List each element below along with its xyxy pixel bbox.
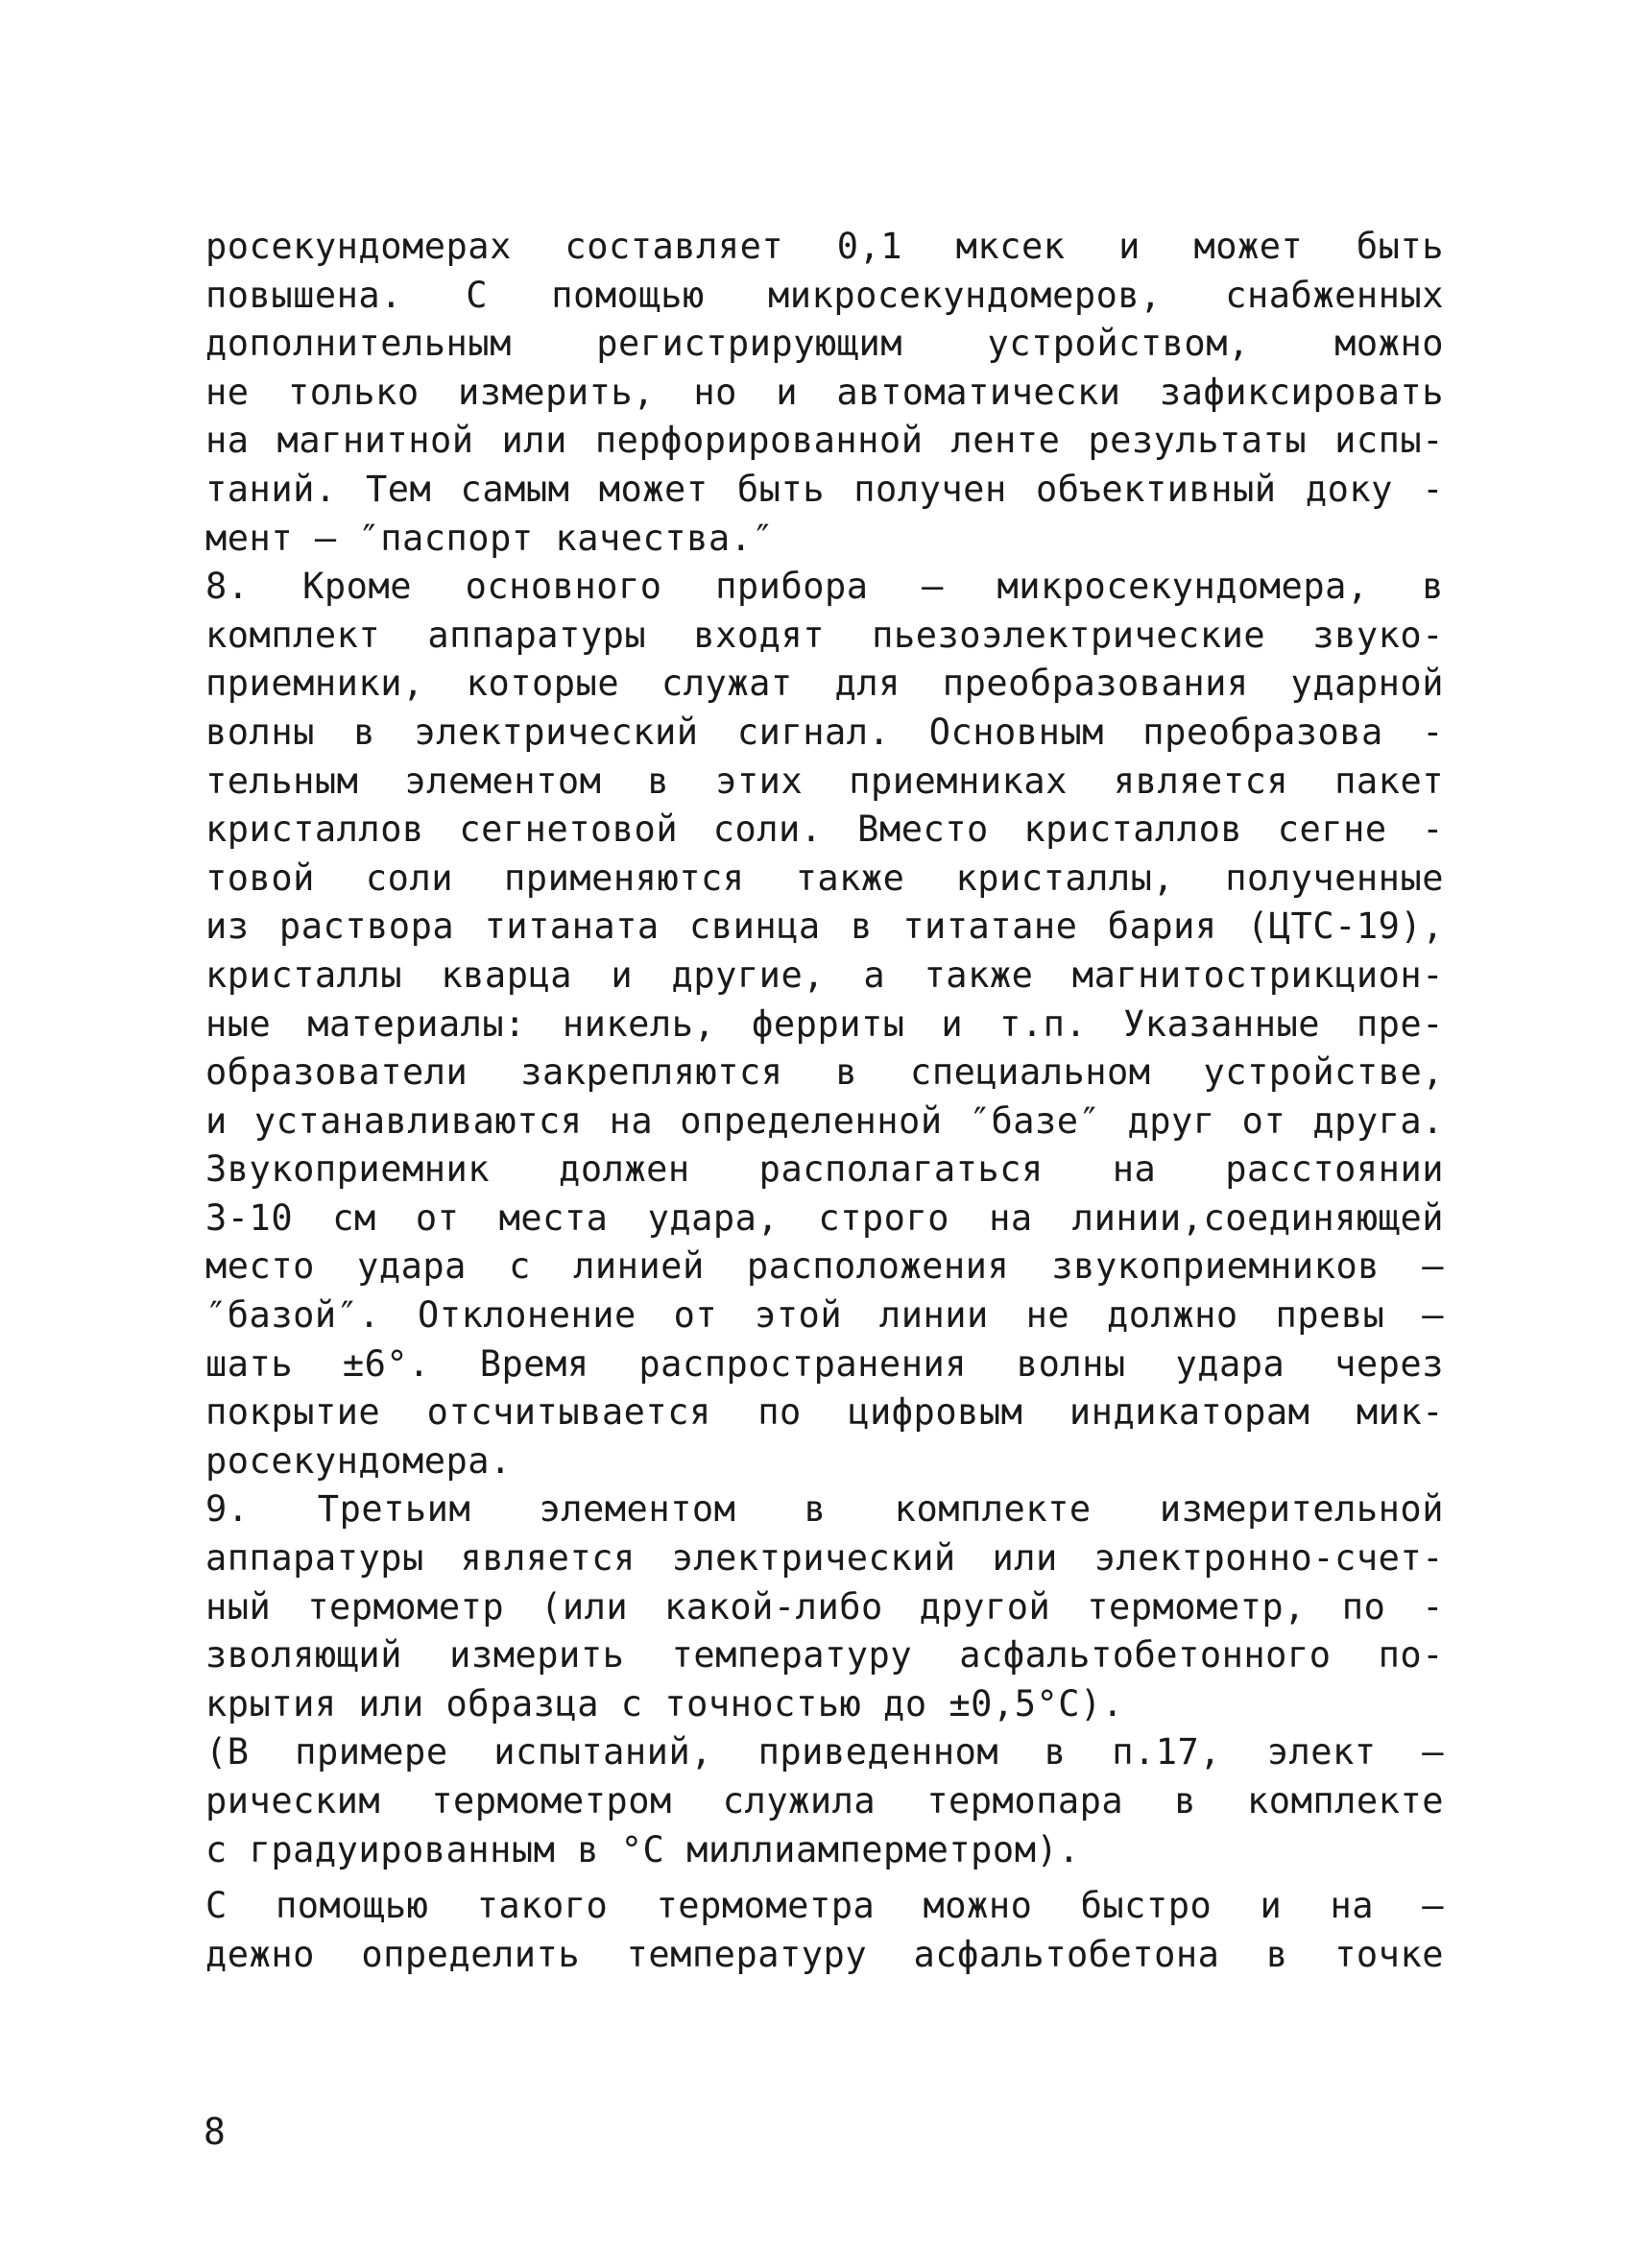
text-line: место удара с линией расположения звукоприемников – (205, 1245, 1444, 1288)
text-line: 3-10 см от места удара, строго на линии,соединяющей (205, 1196, 1444, 1239)
text-line: дополнительным регистрирующим устройством, можно (205, 323, 1444, 365)
text-line: дежно определить температуру асфальтобетона в точке (205, 1933, 1444, 1975)
text-line: мент – ″паспорт качества.″ (205, 517, 775, 559)
text-line: росекундомерах составляет 0,1 мксек и может быть (205, 226, 1444, 267)
text-line: 9. Третьим элементом в комплекте измерительной (205, 1488, 1444, 1531)
text-line: ный термометр (или какой-либо другой термометр, по - (205, 1585, 1444, 1628)
text-line: образователи закрепляются в специальном устройстве, (205, 1051, 1444, 1094)
text-line: волны в электрический сигнал. Основным преобразова - (205, 711, 1444, 753)
text-line: аппаратуры является электрический или электронно-счет- (205, 1537, 1444, 1580)
text-line: росекундомера. (205, 1439, 512, 1482)
text-line: таний. Тем самым может быть получен объективный доку - (205, 468, 1444, 510)
text-line: ″базой″. Отклонение от этой линии не должно превы – (205, 1294, 1444, 1337)
text-line: шать ±6°. Время распространения волны удара через (205, 1342, 1444, 1385)
text-line: (В примере испытаний, приведенном в п.17, элект – (205, 1731, 1444, 1773)
text-line: покрытие отсчитывается по цифровым индикаторам мик- (205, 1391, 1444, 1434)
text-line: приемники, которые служат для преобразования ударной (205, 663, 1444, 705)
text-line: кристаллы кварца и другие, а также магнитострикцион- (205, 953, 1444, 996)
text-line: повышена. С помощью микросекундомеров, снабженных (205, 274, 1444, 316)
text-line: ные материалы: никель, ферриты и т.п. Указанные пре- (205, 1002, 1444, 1045)
text-line: С помощью такого термометра можно быстро и на – (205, 1885, 1444, 1927)
page-number: 8 (204, 2111, 226, 2153)
text-line: крытия или образца с точностью до ±0,5°С). (205, 1682, 1124, 1725)
text-line: кристаллов сегнетовой соли. Вместо кристаллов сегне - (205, 808, 1444, 851)
text-line: Звукоприемник должен располагаться на расстоянии (205, 1148, 1444, 1191)
text-line: 8. Кроме основного прибора – микросекундомера, в (205, 566, 1444, 608)
text-line: на магнитной или перфорированной ленте результаты испы- (205, 420, 1444, 462)
text-line: с градуированным в °С миллиамперметром). (205, 1828, 1081, 1870)
text-line: комплект аппаратуры входят пьезоэлектрические звуко- (205, 614, 1444, 656)
text-line: не только измерить, но и автоматически зафиксировать (205, 371, 1444, 413)
text-line: товой соли применяются также кристаллы, полученные (205, 857, 1444, 899)
text-line: из раствора титаната свинца в титатане бария (ЦТС-19), (205, 905, 1444, 948)
body-text (205, 223, 1444, 1979)
text-line: рическим термометром служила термопара в комплекте (205, 1780, 1444, 1822)
text-line: зволяющий измерить температуру асфальтобетонного по- (205, 1634, 1444, 1677)
text-line: тельным элементом в этих приемниках является пакет (205, 760, 1444, 802)
text-line: и устанавливаются на определенной ″базе″ друг от друга. (205, 1099, 1444, 1142)
